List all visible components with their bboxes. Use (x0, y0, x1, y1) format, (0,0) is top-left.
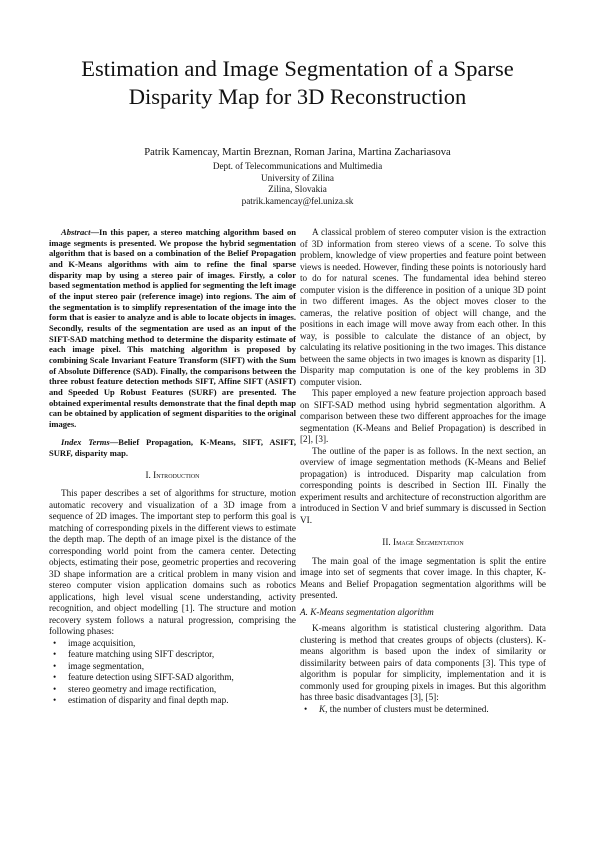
bullet-icon: • (53, 660, 57, 671)
section-number: I. (145, 469, 151, 480)
kmeans-disadvantage-list (300, 704, 546, 716)
phase-list (49, 638, 296, 707)
author-list: Patrik Kamencay, Martin Breznan, Roman Jarina, Martina Zachariasova (144, 147, 451, 158)
body-paragraph: A classical problem of stereo computer vision is the extraction of 3D information from stereo views of a scene. To solve this problem, knowledge of view properties and feature point between views is needed. However, finding these points is notoriously hard to do for natural scenes. The fundamental idea behind stereo computer vision is the difference in position of a unique 3D point in two different images. As the object moves closer to the cameras, the relative position of object will change, and the positions in each image will move away from each other. In this way, is possible to calculate the distance of an object, by calculating its relative positioning in the two images. This distance between the same objects in two images is known as disparity [1]. Disparity map computation is one of the key problems in 3D computer vision. (300, 227, 546, 387)
abstract-label: Abstract (61, 227, 91, 237)
left-column (49, 227, 296, 707)
bullet-icon: • (53, 637, 57, 648)
index-terms (49, 437, 296, 458)
bullet-icon: • (53, 683, 57, 694)
paper-title (40, 55, 555, 111)
bullet-icon: • (53, 649, 57, 660)
abstract-text: —In this paper, a stereo matching algorithm based on image segments is presented. We propose the hybrid segmentation algorithm that is based on a combination of the Belief Propagation and K-Means algorithms with aim to refine the final sparse disparity map by using a stereo pair of images. Firstly, a color based segmentation method is applied for segmenting the left image of the input stereo pair (reference image) into regions. The aim of the segmentation is to simplify representation of the image into the form that is easier to analyze and is able to locate objects in images. Secondly, results of the segmentation are used as an input of the SIFT-SAD matching method to determine the disparity estimate of each image pixel. This matching algorithm is proposed by combining Scale Invariant Feature Transform (SIFT) with the Sum of Absolute Difference (SAD). Finally, the comparisons between the three robust feature detection methods SIFT, Affine SIFT (ASIFT) and Speeded Up Robust Features (SURF) are presented. The obtained experimental results demonstrate that the final depth map can be obtained by application of segment disparities to the original images. (49, 227, 296, 429)
section-title-rest: ntroduction (156, 469, 200, 480)
list-item: • feature matching using SIFT descriptor, (53, 649, 215, 660)
index-terms-text: —Belief Propagation, K-Means, SIFT, ASIFT, SURF, disparity map. (49, 437, 296, 459)
variable-k: K (319, 703, 326, 714)
section-heading-image-segmentation (300, 537, 546, 549)
introduction-paragraph: This paper describes a set of algorithms for structure, motion automatic recovery and visualization of a 3D image from a sequence of 2D images. The important step to perform this goal is matching of corresponding pixels in the different views to estimate the depth map. The depth of an image pixel is the distance of the corresponding world point from the camera center. Detecting objects, estimating their pose, geometric properties and recovering 3D shape information are a critical problem in many vision and stereo computer vision application domains such as robotics applications, high level visual scene understanding, activity recognition, and object modelling [1]. The structure and motion recovery system follows a natural progression, comprising the following phases: (49, 488, 296, 637)
section-number: II. (382, 537, 391, 547)
body-paragraph: This paper employed a new feature projection approach based on SIFT-SAD method using hybrid segmentation algorithm. A comparison between these two different approaches for the image segmentation (K-Means and Belief Propagation) is described in [2], [3]. (300, 388, 546, 444)
affiliation-email: patrik.kamencay@fel.uniza.sk (241, 195, 354, 206)
body-paragraph: The outline of the paper is as follows. In the next section, an overview of image segmentation methods (K-Means and Belief propagation) is introduced. Disparity map calculation from corresponding points is described in Section III. Finally the experiment results and architecture of reconstruction algorithm are introduced in Section V and brief summary is discussed in Section VI. (300, 445, 546, 525)
section-initial-2: S (416, 537, 422, 547)
section-initial: I (153, 469, 157, 480)
title-line-1: Estimation and Image Segmentation of a Sparse (81, 56, 514, 81)
list-item: • feature detection using SIFT-SAD algorithm, (53, 672, 234, 683)
affiliation-department: Dept. of Telecommunications and Multimedia (212, 161, 383, 171)
section-title-rest: mage (396, 537, 417, 547)
kmeans-paragraph: K-means algorithm is statistical clustering algorithm. Data clustering is method that creates groups of objects (clusters). K-means algorithm is based upon the index of similarity or dissimilarity between pairs of data components [3]. This type of algorithm is popular for simplicity, implementation and it is commonly used for grouping pixels in images. But this algorithm has three basic disadvantages [3], [5]: (300, 623, 546, 702)
list-item: • image acquisition, (53, 637, 136, 648)
list-item: • K, the number of clusters must be determined. (304, 703, 489, 714)
affiliation-university: University of Zilina (261, 172, 334, 183)
subsection-heading-kmeans: A. K-Means segmentation algorithm (300, 606, 434, 617)
section-heading-introduction (49, 470, 296, 482)
affiliation-block (40, 161, 555, 207)
index-terms-label: Index Terms (61, 437, 110, 448)
list-item: • image segmentation, (53, 660, 145, 671)
bullet-icon: • (53, 695, 57, 706)
segmentation-paragraph: The main goal of the image segmentation is split the entire image into set of segments that cover image. In this chapter, K-Means and Belief Propagation segmentation algorithms will be presented. (300, 555, 546, 600)
list-item: • estimation of disparity and final depth map. (53, 695, 229, 706)
title-line-2: Disparity Map for 3D Reconstruction (128, 84, 467, 109)
abstract (49, 227, 296, 429)
right-column (300, 227, 546, 715)
affiliation-city: Zilina, Slovakia (268, 184, 327, 194)
list-item: • stereo geometry and image rectification, (53, 683, 217, 694)
bullet-icon: • (53, 672, 57, 683)
section-initial: I (393, 537, 397, 547)
section-title-rest-2: egmentation (421, 537, 464, 547)
bullet-icon: • (304, 703, 308, 714)
